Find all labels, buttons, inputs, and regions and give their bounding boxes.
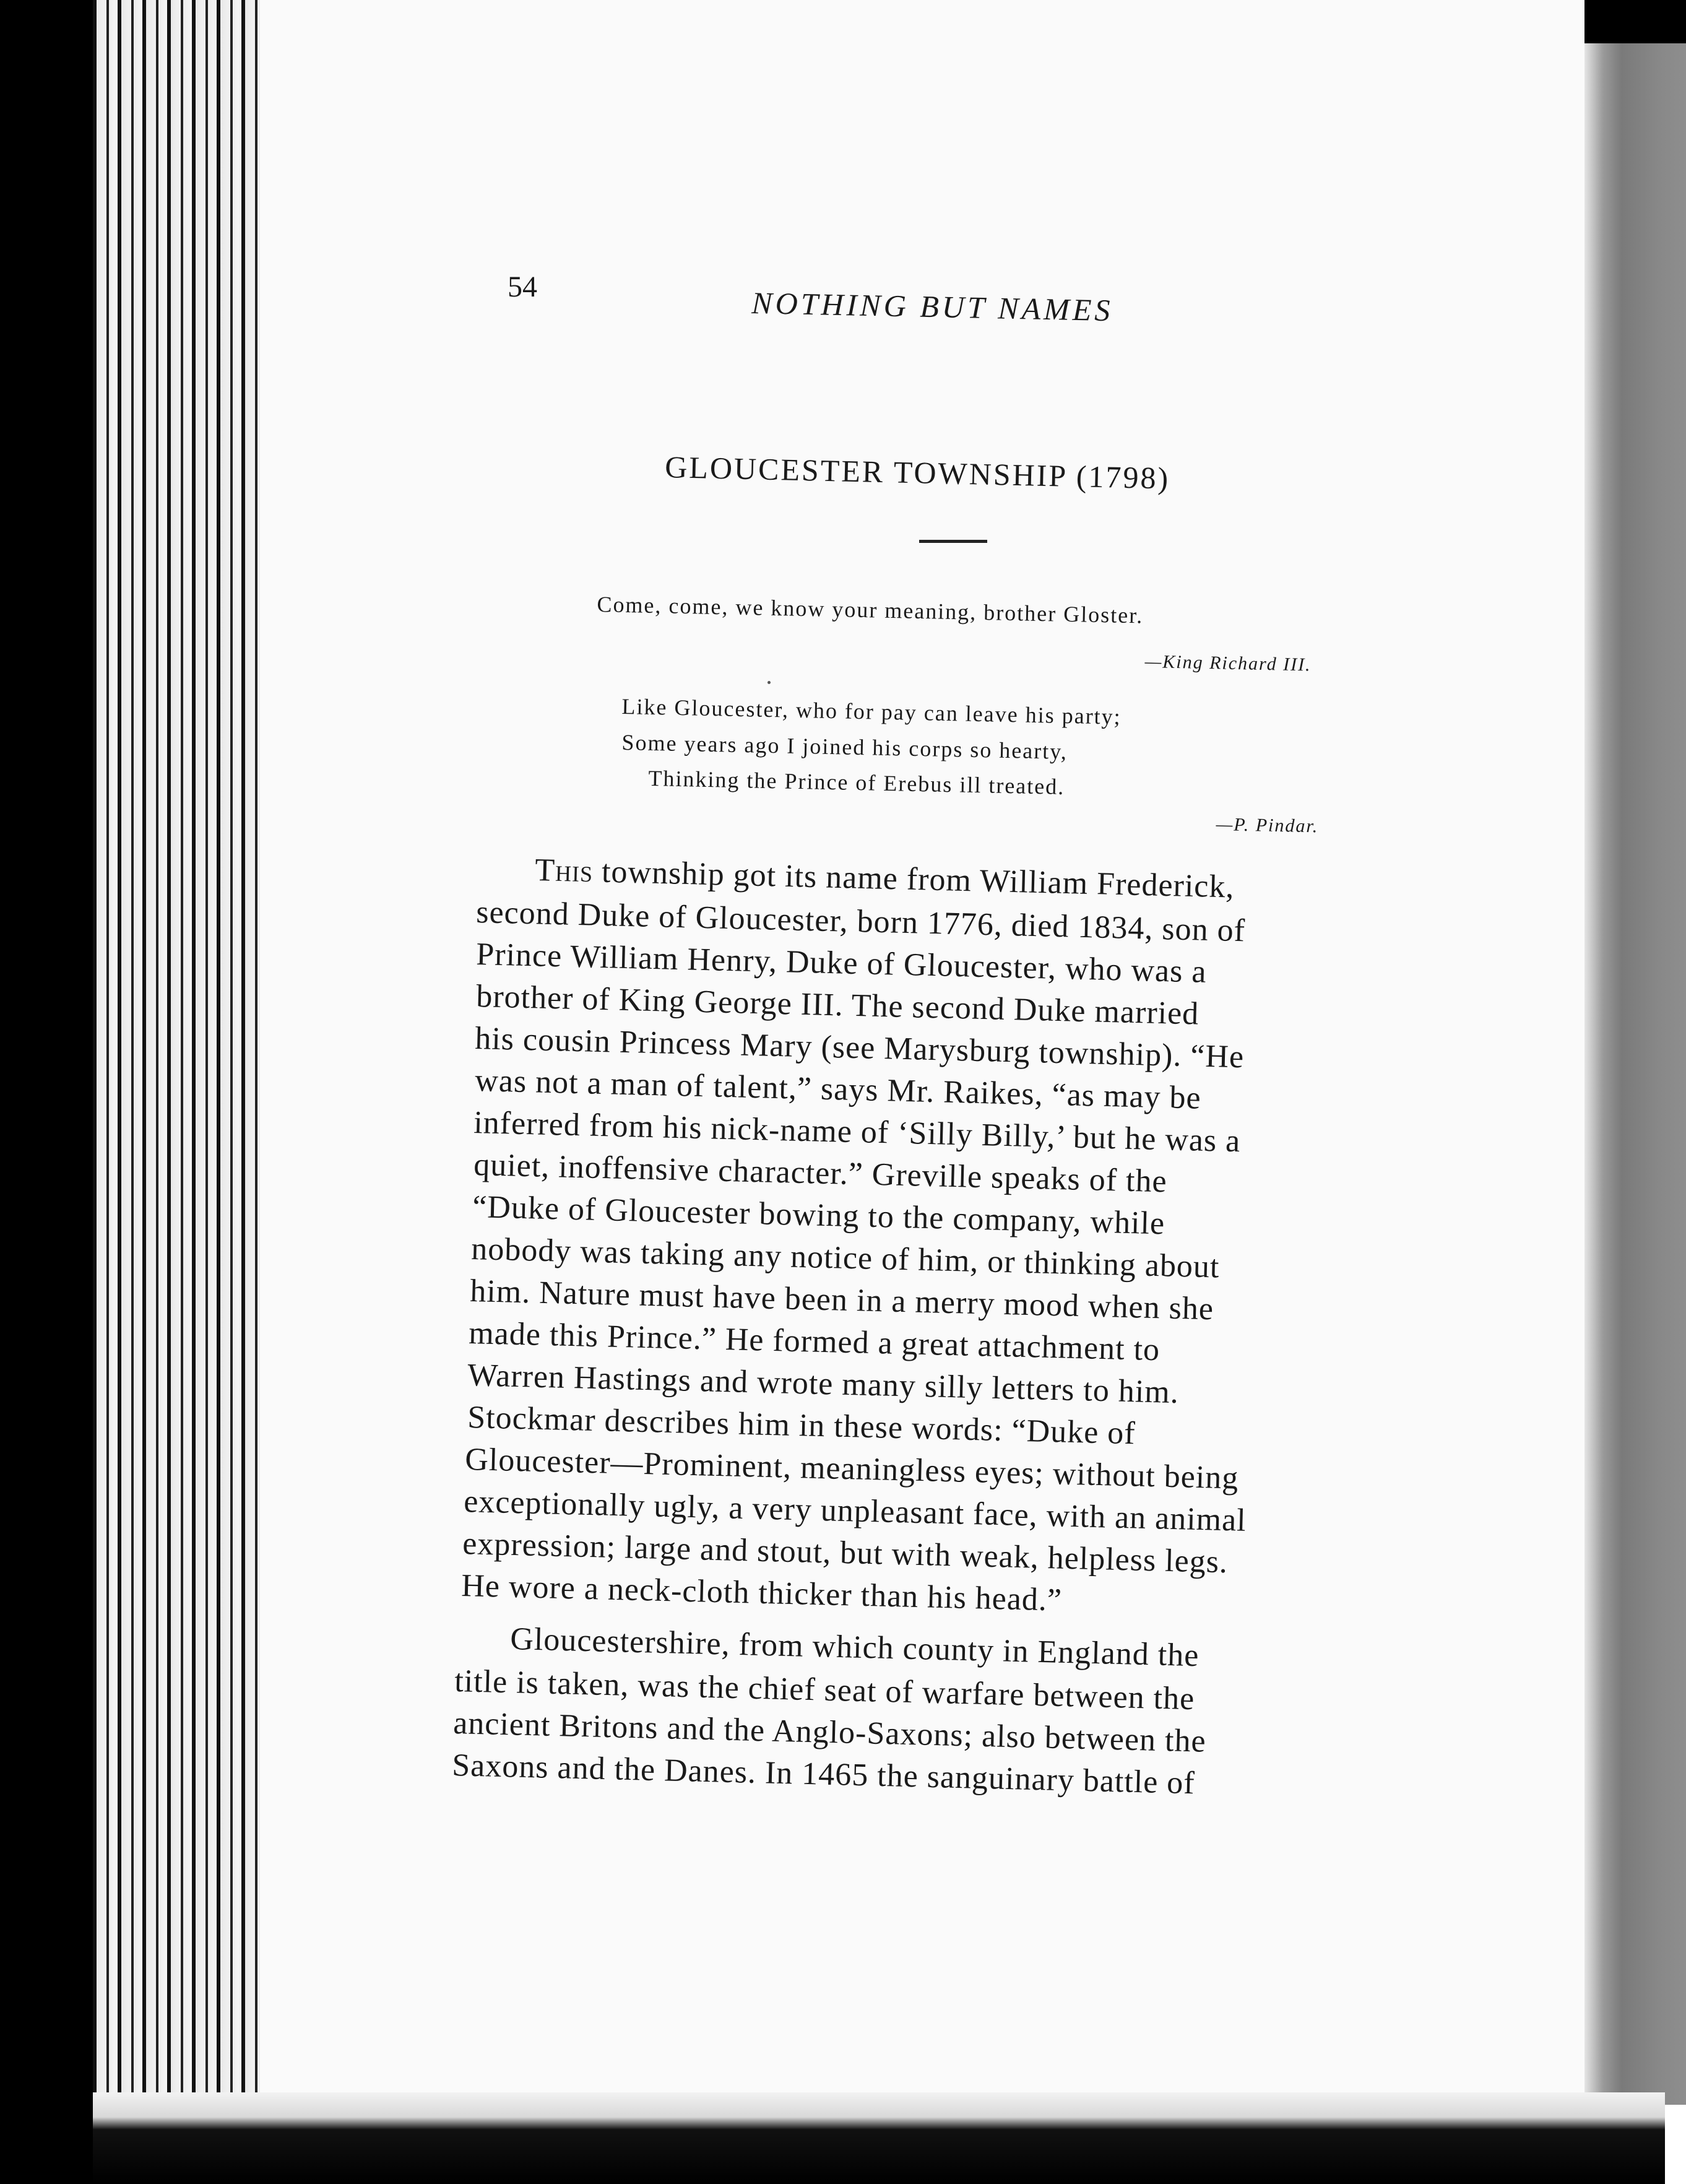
- title-rule: [919, 540, 987, 543]
- epigraph-attribution: —King Richard III.: [1144, 651, 1312, 675]
- page-number: 54: [508, 271, 537, 303]
- body-line: Warren Hastings and wrote many silly letters to him.: [467, 1358, 1180, 1411]
- body-line: Gloucestershire, from which county in England the: [509, 1621, 1200, 1674]
- body-line: This township got its name from William Frederick,: [534, 852, 1235, 905]
- body-line: exceptionally ugly, a very unpleasant face, with an animal: [463, 1484, 1247, 1538]
- book-gutter-right: [1584, 43, 1686, 2105]
- body-line: Stockmar describes him in these words: “Duke of: [467, 1400, 1136, 1452]
- body-line: brother of King George III. The second Duke married: [475, 979, 1200, 1032]
- body-line: ancient Britons and the Anglo-Saxons; also between the: [452, 1705, 1207, 1759]
- body-line: his cousin Princess Mary (see Marysburg township). “He: [474, 1021, 1245, 1075]
- epigraph-line: Like Gloucester, who for pay can leave his party;: [621, 693, 1122, 729]
- epigraph-attribution: —P. Pindar.: [1216, 814, 1319, 837]
- page-stack-bottom: [93, 2092, 1665, 2184]
- epigraph-line: Some years ago I joined his corps so hearty,: [621, 729, 1068, 765]
- body-line: nobody was taking any notice of him, or thinking about: [470, 1231, 1221, 1285]
- drop-word: This: [534, 852, 594, 890]
- body-line: inferred from his nick-name of ‘Silly Billy,’ but he was a: [473, 1105, 1241, 1159]
- body-line: Prince William Henry, Duke of Gloucester, who was a: [475, 937, 1208, 990]
- epigraph-line: Come, come, we know your meaning, brother Gloster.: [597, 591, 1144, 628]
- body-line: him. Nature must have been in a merry mood when she: [469, 1273, 1214, 1327]
- body-line: made this Prince.” He formed a great attachment to: [468, 1315, 1161, 1368]
- body-line: expression; large and stout, but with weak, helpless legs.: [462, 1526, 1229, 1580]
- stray-mark: [767, 681, 771, 684]
- body-line: “Duke of Gloucester bowing to the company, while: [472, 1189, 1165, 1242]
- body-line: second Duke of Gloucester, born 1776, died 1834, son of: [475, 895, 1246, 949]
- body-line: was not a man of talent,” says Mr. Raikes, “as may be: [474, 1063, 1202, 1116]
- body-line: title is taken, was the chief seat of warfare between the: [454, 1663, 1195, 1717]
- chapter-title: GLOUCESTER TOWNSHIP (1798): [664, 449, 1170, 496]
- book-edge-left: [0, 0, 93, 2184]
- epigraph-line: Thinking the Prince of Erebus ill treated.: [648, 765, 1065, 800]
- page-stack-edges: [93, 0, 260, 2184]
- body-line: quiet, inoffensive character.” Greville speaks of the: [473, 1147, 1168, 1200]
- scan-shadow-top-right: [1584, 0, 1686, 43]
- body-line: Gloucester—Prominent, meaningless eyes; without being: [464, 1442, 1239, 1496]
- body-line: He wore a neck-cloth thicker than his head.”: [460, 1568, 1063, 1618]
- running-head: NOTHING BUT NAMES: [751, 285, 1113, 328]
- body-line: Saxons and the Danes. In 1465 the sanguinary battle of: [451, 1748, 1196, 1801]
